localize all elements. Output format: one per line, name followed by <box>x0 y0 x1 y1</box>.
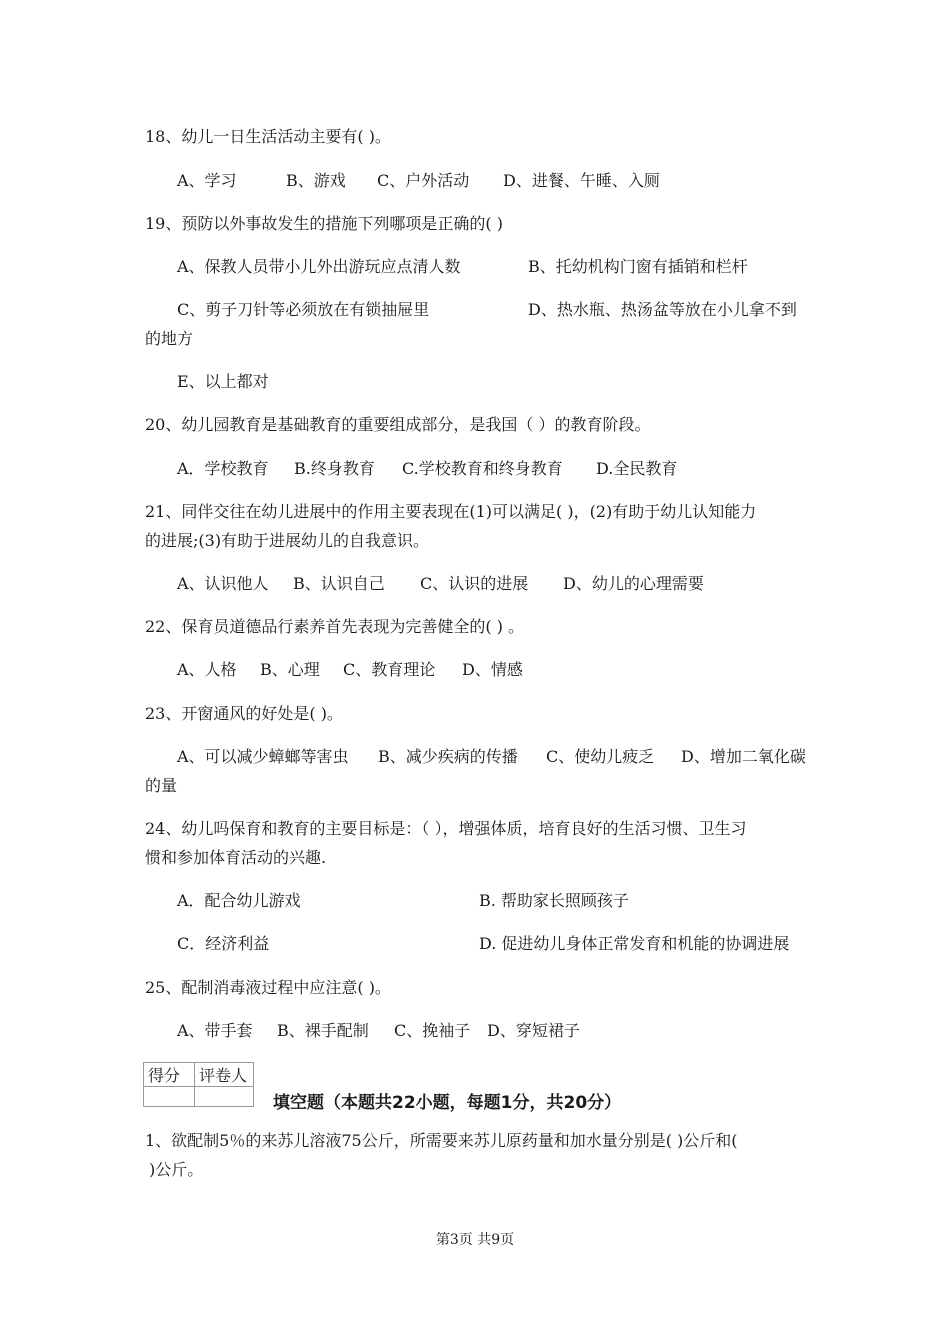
question-19-stem: 19、预防以外事故发生的措施下列哪项是正确的( ) <box>145 214 503 233</box>
question-21-option-d: D、幼儿的心理需要 <box>563 574 704 593</box>
question-25-option-c: C、挽袖子 <box>394 1021 471 1040</box>
question-25-stem: 25、配制消毒液过程中应注意( )。 <box>145 978 391 997</box>
question-23-stem: 23、开窗通风的好处是( )。 <box>145 704 343 723</box>
question-25-option-a: A、带手套 <box>177 1021 253 1040</box>
question-22-option-a: A、人格 <box>177 660 237 679</box>
fill-question-1-line-1: 1、欲配制5％的来苏儿溶液75公斤，所需要来苏儿原药量和加水量分别是( )公斤和( <box>145 1131 738 1150</box>
page-number: 第3页 共9页 <box>435 1232 515 1248</box>
question-25-option-b: B、裸手配制 <box>277 1021 369 1040</box>
question-19-option-b: B、托幼机构门窗有插销和栏杆 <box>528 257 748 276</box>
question-18-stem: 18、幼儿一日生活活动主要有( )。 <box>145 127 391 146</box>
question-21-option-c: C、认识的进展 <box>420 574 529 593</box>
question-23-option-a: A、可以减少蟑螂等害虫 <box>177 747 349 766</box>
question-21-option-b: B、认识自己 <box>293 574 385 593</box>
question-20-option-d: D.全民教育 <box>596 459 678 478</box>
grader-cell <box>195 1087 254 1107</box>
score-box <box>143 1062 254 1107</box>
question-22-option-c: C、教育理论 <box>343 660 436 679</box>
question-24-stem-line-2: 惯和参加体育活动的兴趣. <box>145 848 327 867</box>
question-22-option-b: B、心理 <box>260 660 320 679</box>
question-22-stem: 22、保育员道德品行素养首先表现为完善健全的( ) 。 <box>145 617 525 636</box>
question-24-stem-line-1: 24、幼儿吗保育和教育的主要目标是：（ ），增强体质，培育良好的生活习惯、卫生习 <box>145 819 747 838</box>
question-18-option-d: D、进餐、午睡、入厕 <box>503 171 660 190</box>
question-22-option-d: D、情感 <box>462 660 523 679</box>
question-18-option-c: C、户外活动 <box>377 171 470 190</box>
question-24-option-d: D. 促进幼儿身体正常发育和机能的协调进展 <box>479 934 790 953</box>
question-20-option-c: C.学校教育和终身教育 <box>402 459 563 478</box>
question-24-option-a: A．配合幼儿游戏 <box>177 891 301 910</box>
question-20-option-a: A．学校教育 <box>177 459 269 478</box>
question-19-option-d: D、热水瓶、热汤盆等放在小儿拿不到 <box>528 300 797 319</box>
question-23-option-c: C、使幼儿疲乏 <box>546 747 655 766</box>
question-19-option-d-continued: 的地方 <box>145 329 194 348</box>
question-21-option-a: A、认识他人 <box>177 574 269 593</box>
question-20-stem: 20、幼儿园教育是基础教育的重要组成部分，是我国（ ）的教育阶段。 <box>145 415 651 434</box>
question-18-option-a: A、学习 <box>177 171 237 190</box>
question-25-option-d: D、穿短裙子 <box>487 1021 580 1040</box>
question-24-option-c: C．经济利益 <box>177 934 270 953</box>
question-19-option-c: C、剪子刀针等必须放在有锁抽屉里 <box>177 300 430 319</box>
score-cell <box>144 1087 195 1107</box>
grader-label: 评卷人 <box>195 1063 254 1087</box>
question-21-stem-line-1: 21、同伴交往在幼儿进展中的作用主要表现在(1)可以满足( )，(2)有助于幼儿认知能力 <box>145 502 757 521</box>
question-23-option-b: B、减少疾病的传播 <box>378 747 518 766</box>
question-23-option-d-continued: 的量 <box>145 776 178 795</box>
fill-question-1-line-2: )公斤。 <box>149 1160 204 1179</box>
question-20-option-b: B.终身教育 <box>294 459 375 478</box>
score-label: 得分 <box>144 1063 195 1087</box>
question-24-option-b: B. 帮助家长照顾孩子 <box>479 891 629 910</box>
question-18-option-b: B、游戏 <box>286 171 346 190</box>
section-title: 填空题（本题共22小题，每题1分，共20分） <box>273 1093 622 1113</box>
question-21-stem-line-2: 的进展;(3)有助于进展幼儿的自我意识。 <box>145 531 430 550</box>
question-19-option-e: E、以上都对 <box>177 372 269 391</box>
question-23-option-d: D、增加二氧化碳 <box>681 747 806 766</box>
question-19-option-a: A、保教人员带小儿外出游玩应点清人数 <box>177 257 461 276</box>
